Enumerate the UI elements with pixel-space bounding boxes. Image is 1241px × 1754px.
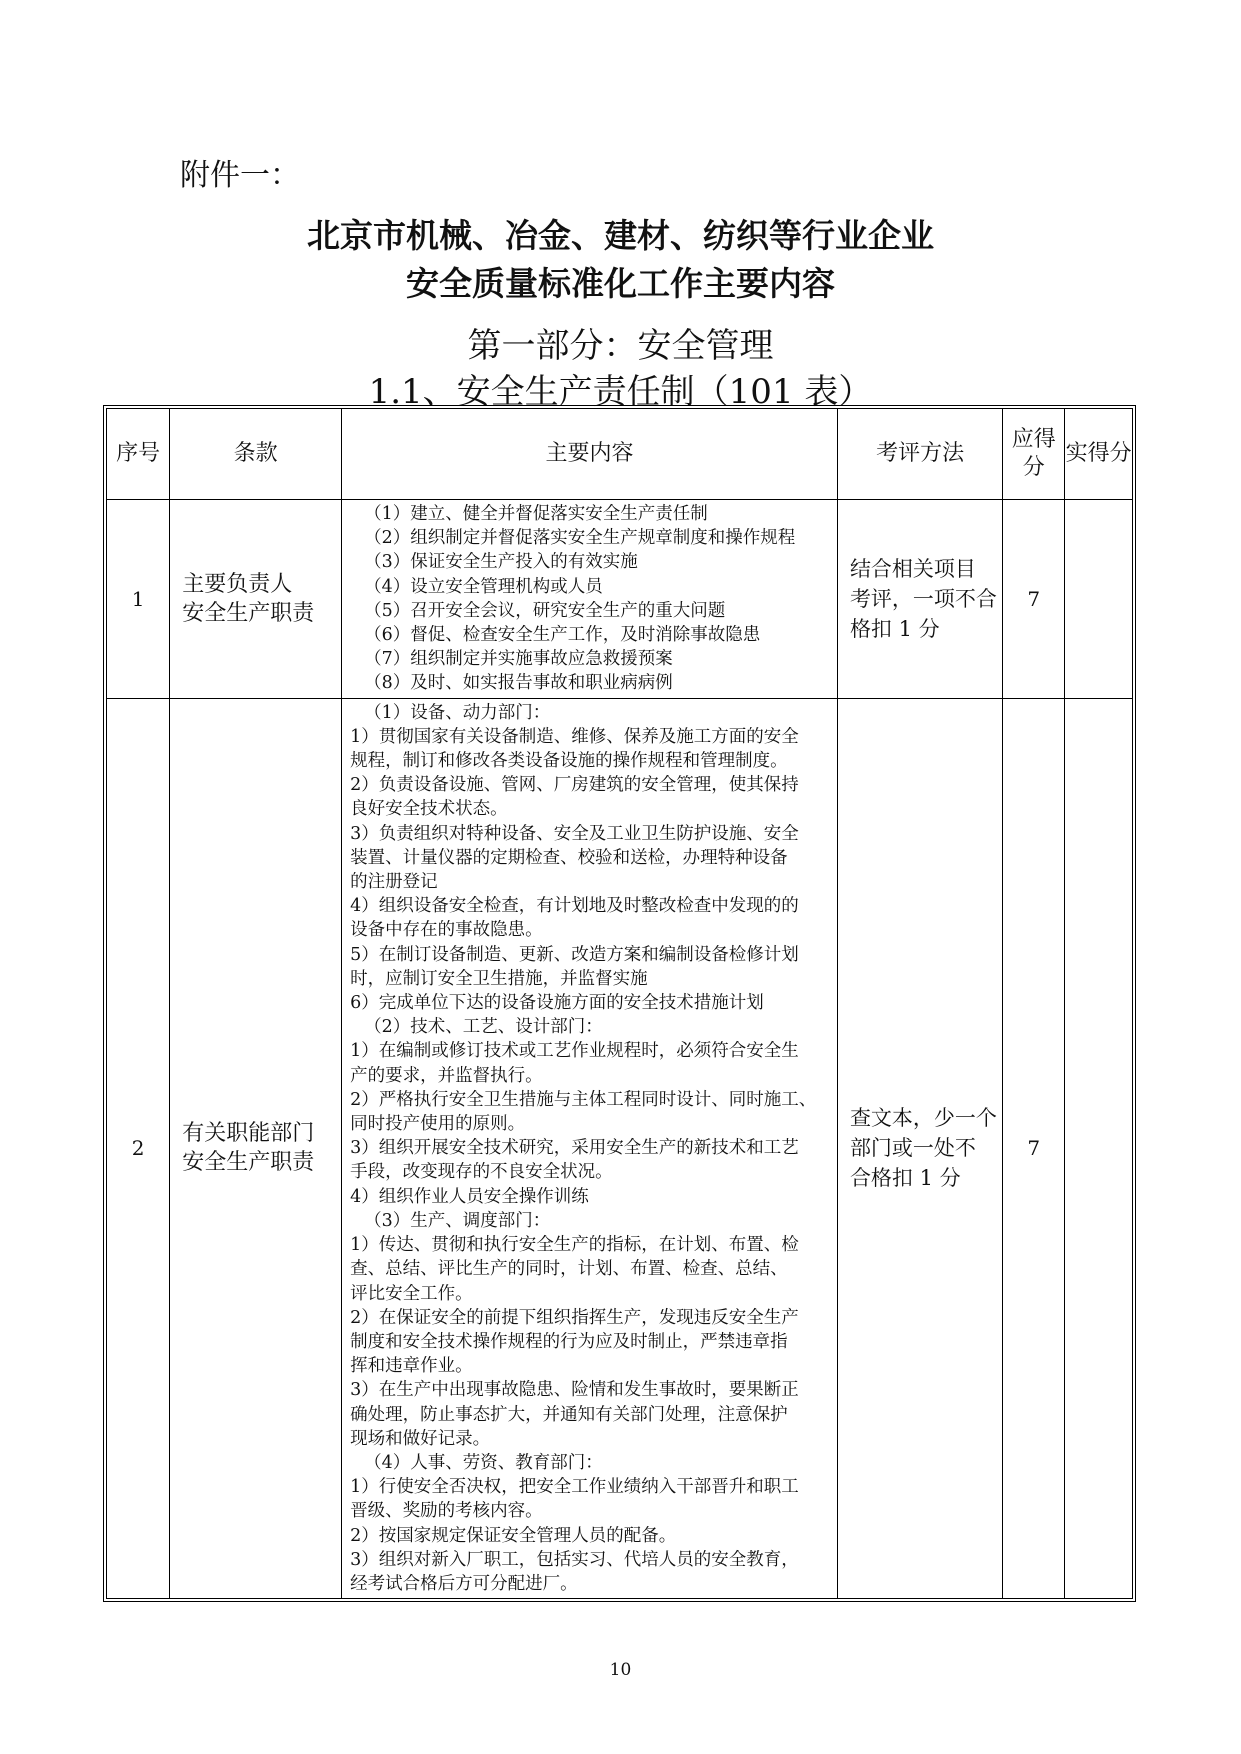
content-line: 2）严格执行安全卫生措施与主体工程同时设计、同时施工、 xyxy=(350,1089,817,1110)
row-seq: 1 xyxy=(107,500,170,699)
content-line: （3）生产、调度部门： xyxy=(364,1210,551,1231)
row-method xyxy=(837,698,1002,1599)
content-line: 的注册登记 xyxy=(350,872,438,893)
header-method: 考评方法 xyxy=(837,409,1002,500)
content-line: 2）按国家规定保证安全管理人员的配备。 xyxy=(350,1525,677,1546)
content-line: 2）在保证安全的前提下组织指挥生产，发现违反安全生产 xyxy=(350,1307,799,1328)
content-line: （2）组织制定并督促落实安全生产规章制度和操作规程 xyxy=(364,528,796,549)
content-line: 6）完成单位下达的设备设施方面的安全技术措施计划 xyxy=(350,993,764,1014)
content-line: 3）负责组织对特种设备、安全及工业卫生防护设施、安全 xyxy=(350,823,799,844)
content-line: （8）及时、如实报告事故和职业病病例 xyxy=(364,673,673,694)
content-line: （3）保证安全生产投入的有效实施 xyxy=(364,552,638,573)
attachment-label: 附件一： xyxy=(180,158,300,193)
row-actual-score xyxy=(1065,698,1133,1599)
content-line: （1）设备、动力部门： xyxy=(364,702,551,723)
content-line: （4）人事、劳资、教育部门： xyxy=(364,1452,603,1473)
content-line: （5）召开安全会议，研究安全生产的重大问题 xyxy=(364,600,726,621)
content-line: 现场和做好记录。 xyxy=(350,1428,491,1449)
method-line: 格扣 1 分 xyxy=(849,616,940,641)
content-line: 1）行使安全否决权，把安全工作业绩纳入干部晋升和职工 xyxy=(350,1477,799,1498)
content-line: 产的要求，并监督执行。 xyxy=(350,1065,543,1086)
row-content xyxy=(342,500,838,699)
content-line: （4）设立安全管理机构或人员 xyxy=(364,576,603,597)
content-line: 经考试合格后方可分配进厂。 xyxy=(350,1573,578,1594)
clause-line: 安全生产职责 xyxy=(182,600,315,626)
content-line: 挥和违章作业。 xyxy=(350,1356,473,1377)
table-header-row xyxy=(107,409,1133,500)
content-line: 3）在生产中出现事故隐患、险情和发生事故时，要果断正 xyxy=(350,1380,799,1401)
document-title-line1: 北京市机械、冶金、建材、纺织等行业企业 xyxy=(307,216,934,255)
row-actual-score xyxy=(1065,500,1133,699)
part-title: 第一部分：安全管理 xyxy=(467,326,774,366)
row-method xyxy=(837,500,1002,699)
method-line: 部门或一处不 xyxy=(849,1136,976,1161)
content-line: 时，应制订安全卫生措施，并监督实施 xyxy=(350,968,648,989)
content-line: （2）技术、工艺、设计部门： xyxy=(364,1017,603,1038)
table-row xyxy=(107,500,1133,699)
method-line: 结合相关项目 xyxy=(849,556,976,581)
clause-line: 有关职能部门 xyxy=(182,1121,315,1147)
content-line: （6）督促、检查安全生产工作，及时消除事故隐患 xyxy=(364,625,761,646)
row-due-score: 7 xyxy=(1003,698,1065,1599)
content-line: 1）贯彻国家有关设备制造、维修、保养及施工方面的安全 xyxy=(350,726,799,747)
row-due-score: 7 xyxy=(1003,500,1065,699)
row-clause xyxy=(170,500,342,699)
content-line: 设备中存在的事故隐患。 xyxy=(350,920,543,941)
header-seq: 序号 xyxy=(107,409,170,500)
content-line: （1）建立、健全并督促落实安全生产责任制 xyxy=(364,504,708,524)
content-line: 1）在编制或修订技术或工艺作业规程时，必须符合安全生 xyxy=(350,1041,799,1062)
table-row xyxy=(107,698,1133,1599)
content-line: 查、总结、评比生产的同时，计划、布置、检查、总结、 xyxy=(350,1259,788,1280)
content-line: 制度和安全技术操作规程的行为应及时制止，严禁违章指 xyxy=(350,1331,788,1352)
content-line: 规程，制订和修改各类设备设施的操作规程和管理制度。 xyxy=(350,751,788,772)
page-number: 10 xyxy=(609,1660,632,1680)
content-line: （7）组织制定并实施事故应急救援预案 xyxy=(364,649,673,670)
method-line: 查文本，少一个 xyxy=(849,1106,997,1131)
content-line: 确处理，防止事态扩大，并通知有关部门处理，注意保护 xyxy=(350,1404,788,1425)
content-line: 评比安全工作。 xyxy=(350,1283,473,1304)
header-due-score: 应得分 xyxy=(1003,409,1065,500)
row-clause xyxy=(170,698,342,1599)
document-title-line2: 安全质量标准化工作主要内容 xyxy=(406,264,835,303)
content-line: 装置、计量仪器的定期检查、校验和送检，办理特种设备 xyxy=(350,847,788,868)
header-clause: 条款 xyxy=(170,409,342,500)
row-content xyxy=(342,698,838,1599)
section-title: 1.1、安全生产责任制（101 表） xyxy=(368,372,873,412)
content-line: 手段，改变现存的不良安全状况。 xyxy=(350,1162,613,1183)
row-seq: 2 xyxy=(107,698,170,1599)
content-line: 2）负责设备设施、管网、厂房建筑的安全管理，使其保持 xyxy=(350,775,799,796)
content-line: 3）组织对新入厂职工，包括实习、代培人员的安全教育， xyxy=(350,1549,799,1570)
method-line: 考评，一项不合 xyxy=(849,586,997,611)
clause-line: 安全生产职责 xyxy=(182,1150,315,1176)
content-line: 5）在制订设备制造、更新、改造方案和编制设备检修计划 xyxy=(350,944,799,965)
content-line: 4）组织作业人员安全操作训练 xyxy=(350,1186,589,1207)
content-line: 3）组织开展安全技术研究，采用安全生产的新技术和工艺 xyxy=(350,1138,799,1159)
header-actual-score: 实得分 xyxy=(1065,409,1133,500)
header-content: 主要内容 xyxy=(342,409,838,500)
content-line: 同时投产使用的原则。 xyxy=(350,1114,526,1135)
clause-line: 主要负责人 xyxy=(182,571,293,597)
content-line: 4）组织设备安全检查，有计划地及时整改检查中发现的的 xyxy=(350,896,799,917)
responsibility-table xyxy=(103,405,1136,1602)
content-line: 良好安全技术状态。 xyxy=(350,799,508,820)
method-line: 合格扣 1 分 xyxy=(849,1166,961,1191)
content-line: 1）传达、贯彻和执行安全生产的指标，在计划、布置、检 xyxy=(350,1235,799,1256)
content-line: 晋级、奖励的考核内容。 xyxy=(350,1501,543,1522)
